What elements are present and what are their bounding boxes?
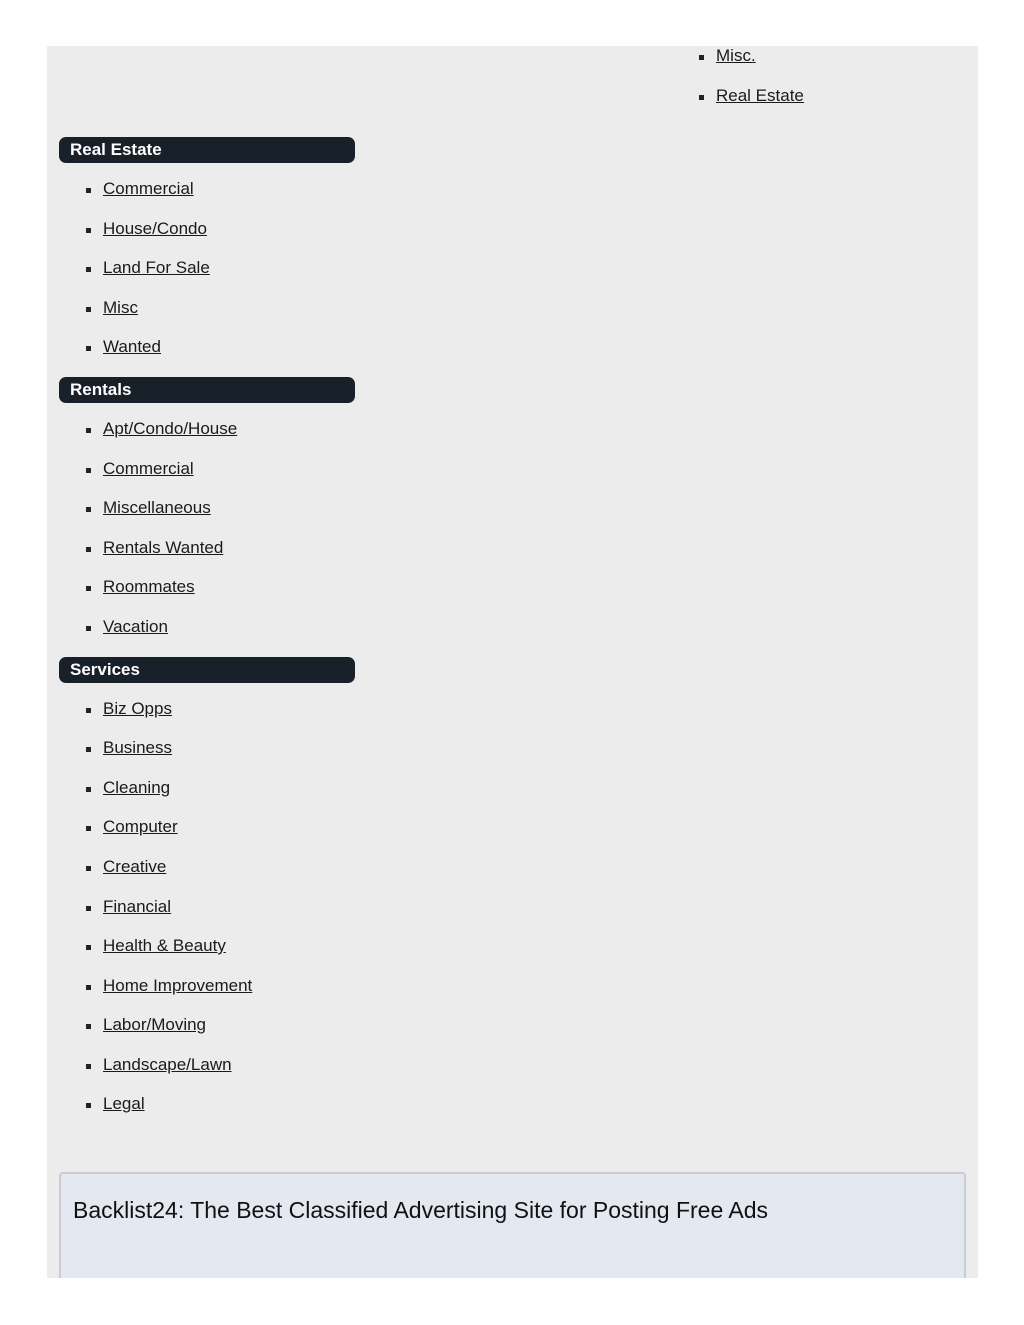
top-category-list: [697, 46, 957, 125]
link-vacation[interactable]: Vacation: [103, 616, 168, 636]
link-business[interactable]: Business: [103, 738, 172, 758]
list-item: [59, 1094, 355, 1134]
link-roommates[interactable]: Roommates: [103, 577, 195, 597]
about-panel: [59, 1172, 966, 1278]
list-item: [59, 738, 355, 778]
section-header-services: Services: [59, 657, 355, 683]
list-item: [59, 1015, 355, 1055]
rentals-list: [59, 419, 355, 657]
category-link-misc[interactable]: Misc.: [716, 46, 756, 65]
list-item: [59, 459, 355, 499]
link-health-beauty[interactable]: Health & Beauty: [103, 936, 226, 956]
list-item: [59, 897, 355, 937]
list-item: [59, 219, 355, 259]
list-item: [59, 577, 355, 617]
link-misc[interactable]: Misc: [103, 297, 138, 317]
link-labor-moving[interactable]: Labor/Moving: [103, 1015, 207, 1035]
section-header-real-estate: Real Estate: [59, 137, 355, 163]
link-miscellaneous[interactable]: Miscellaneous: [103, 498, 211, 518]
link-house-condo[interactable]: House/Condo: [103, 218, 207, 238]
list-item: [697, 86, 957, 126]
real-estate-list: [59, 179, 355, 377]
list-item: [59, 179, 355, 219]
list-item: [59, 298, 355, 338]
link-commercial-rentals[interactable]: Commercial: [103, 458, 194, 478]
list-item: [59, 936, 355, 976]
list-item: [59, 817, 355, 857]
right-column: [697, 46, 957, 125]
link-biz-opps[interactable]: Biz Opps: [103, 698, 172, 718]
page-container: [47, 46, 978, 1278]
section-real-estate: [59, 137, 355, 377]
left-column: [59, 137, 355, 1134]
link-home-improvement[interactable]: Home Improvement: [103, 975, 253, 995]
section-services: [59, 657, 355, 1135]
link-rentals-wanted[interactable]: Rentals Wanted: [103, 537, 224, 557]
link-computer[interactable]: Computer: [103, 817, 178, 837]
list-item: [59, 498, 355, 538]
link-financial[interactable]: Financial: [103, 896, 172, 916]
list-item: [59, 699, 355, 739]
list-item: [59, 778, 355, 818]
link-creative[interactable]: Creative: [103, 856, 167, 876]
link-land-for-sale[interactable]: Land For Sale: [103, 258, 210, 278]
link-apt-condo-house[interactable]: Apt/Condo/House: [103, 418, 238, 438]
about-title: Backlist24: The Best Classified Advertising Site for Posting Free Ads: [73, 1197, 769, 1223]
link-wanted[interactable]: Wanted: [103, 337, 161, 357]
list-item: [59, 617, 355, 657]
link-commercial[interactable]: Commercial: [103, 179, 194, 198]
link-cleaning[interactable]: Cleaning: [103, 777, 171, 797]
list-item: [59, 857, 355, 897]
category-link-real-estate[interactable]: Real Estate: [716, 85, 804, 105]
list-item: [59, 419, 355, 459]
list-item: [59, 538, 355, 578]
list-item: [697, 46, 957, 86]
section-header-rentals: Rentals: [59, 377, 355, 403]
list-item: [59, 976, 355, 1016]
link-legal[interactable]: Legal: [103, 1094, 145, 1114]
link-landscape-lawn[interactable]: Landscape/Lawn: [103, 1054, 232, 1074]
section-rentals: [59, 377, 355, 657]
list-item: [59, 258, 355, 298]
list-item: [59, 337, 355, 377]
services-list: [59, 699, 355, 1135]
list-item: [59, 1055, 355, 1095]
